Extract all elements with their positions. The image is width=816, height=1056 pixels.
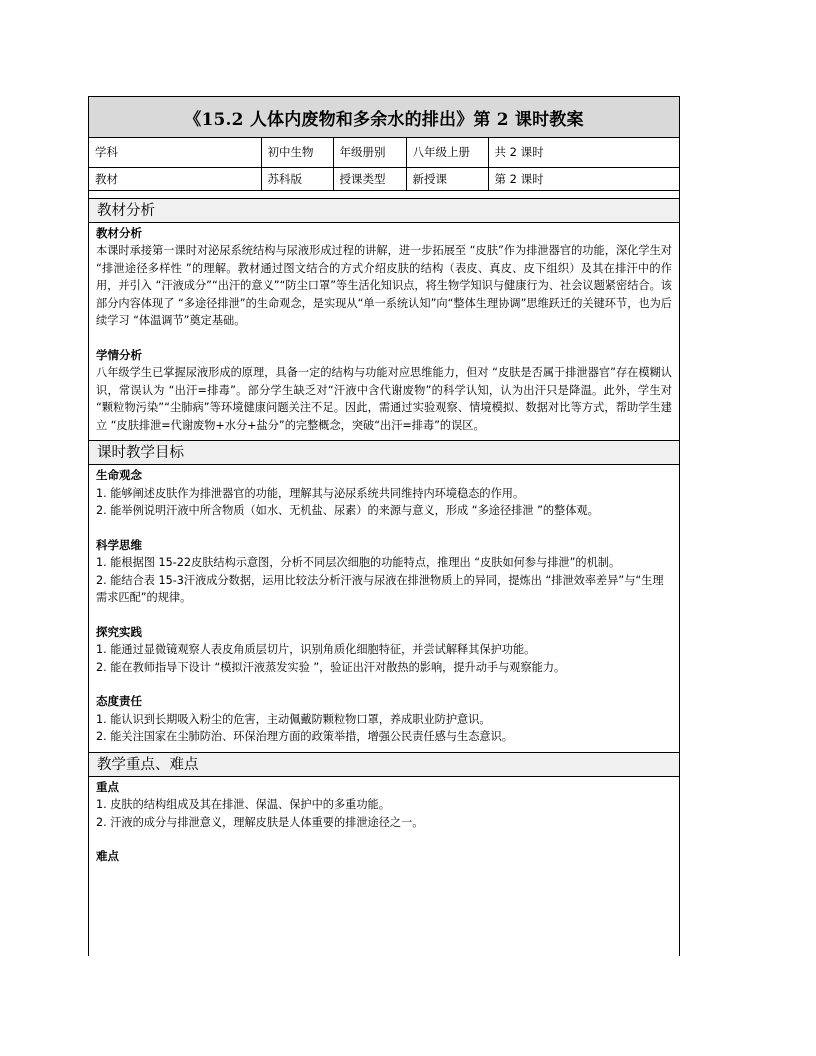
subsection-title: 科学思维 <box>96 537 142 552</box>
subsection-title: 探究实践 <box>96 624 142 639</box>
section-body-key-points <box>89 777 679 872</box>
section-body-objectives <box>89 465 679 752</box>
document-title: 《15.2 人体内废物和多余水的排出》第 2 课时教案 <box>89 97 679 138</box>
section-body-textbook-analysis <box>89 223 679 441</box>
textbook-label: 教材 <box>89 167 261 190</box>
list-item: 1. 皮肤的结构组成及其在排泄、保温、保护中的多重功能。 <box>96 798 390 811</box>
lesson-type-label: 授课类型 <box>333 167 406 190</box>
course-info-row <box>89 167 680 190</box>
subsection-title: 生命观念 <box>96 468 142 482</box>
list-item: 1. 能够阐述皮肤作为排泄器官的功能，理解其与泌尿系统共同维持内环境稳态的作用。 <box>96 486 525 500</box>
course-info-row <box>89 138 680 167</box>
subject-value: 初中生物 <box>261 138 333 167</box>
list-item: 2. 能举例说明汗液中所含物质（如水、无机盐、尿素）的来源与意义，形成 “多途径排泄 ”的整体观。 <box>96 504 599 517</box>
period-number: 第 2 课时 <box>488 167 680 190</box>
subsection-title: 教材分析 <box>96 225 142 240</box>
paragraph: 八年级学生已掌握尿液形成的原理，具备一定的结构与功能对应思维能力，但对 “皮肤是否属于排泄器官”存在模糊认识，常误认为 “出汗=排毒”。部分学生缺乏对“汗液中含代谢废物”的科学认知，认为出汗只是降温。此外，学生对 “颗粒物污染”“尘肺病”等环境健康问题关注不足。因此，需通过实验观察、情境模拟、数据对比等方式，帮助学生建立 “皮肤排泄=代谢废物+水分+盐分”的完整概念，突破“出汗=排毒”的误区。 <box>96 366 672 432</box>
list-item: 1. 能根据图 15-22皮肤结构示意图，分析不同层次细胞的功能特点，推理出 “皮肤如何参与排泄”的机制。 <box>96 556 621 569</box>
grade-value: 八年级上册 <box>406 138 488 167</box>
subsection-title: 重点 <box>96 779 119 794</box>
total-periods: 共 2 课时 <box>488 138 680 167</box>
subsection-title: 学情分析 <box>96 347 142 362</box>
subject-label: 学科 <box>89 138 261 167</box>
subsection-title: 难点 <box>96 849 119 863</box>
lesson-plan-document <box>88 96 680 956</box>
list-item: 2. 汗液的成分与排泄意义，理解皮肤是人体重要的排泄途径之一。 <box>96 815 424 829</box>
textbook-value: 苏科版 <box>261 167 333 190</box>
section-heading-key-points: 教学重点、难点 <box>89 752 679 777</box>
list-item: 2. 能关注国家在尘肺防治、环保治理方面的政策举措，增强公民责任感与生态意识。 <box>96 730 513 743</box>
section-heading-textbook-analysis: 教材分析 <box>89 198 679 223</box>
paragraph: 本课时承接第一课时对泌尿系统结构与尿液形成过程的讲解，进一步拓展至 “皮肤”作为排泄器官的功能，深化学生对 “排泄途径多样性 ”的理解。教材通过图文结合的方式介绍皮肤的结构（表皮、真皮、皮下组织）及其在排汗中的作用，并引入 “汗液成分”“出汗的意义”“防尘口罩”等生活化知识点，将生物学知识与健康行为、社会议题紧密结合。该部分内容体现了 “多途径排泄”的生命观念，是实现从“单一系统认知”向“整体生理协调”思维跃迁的关键环节，也为后续学习 “体温调节”奠定基础。 <box>96 244 672 327</box>
list-item: 1. 能认识到长期吸入粉尘的危害，主动佩戴防颗粒物口罩，养成职业防护意识。 <box>96 712 491 726</box>
grade-label: 年级册别 <box>333 138 406 167</box>
list-item: 1. 能通过显微镜观察人表皮角质层切片，识别角质化细胞特征，并尝试解释其保护功能。 <box>96 643 536 656</box>
subsection-title: 态度责任 <box>96 694 142 708</box>
list-item: 2. 能在教师指导下设计 “模拟汗液蒸发实验 ”，验证出汗对散热的影响，提升动手与观察能力。 <box>96 660 566 674</box>
course-info-table <box>89 138 680 191</box>
list-item: 2. 能结合表 15-3汗液成分数据，运用比较法分析汗液与尿液在排泄物质上的异同，提炼出 “排泄效率差异”与“生理需求匹配”的规律。 <box>96 573 664 604</box>
section-heading-objectives: 课时教学目标 <box>89 440 679 465</box>
lesson-type-value: 新授课 <box>406 167 488 190</box>
